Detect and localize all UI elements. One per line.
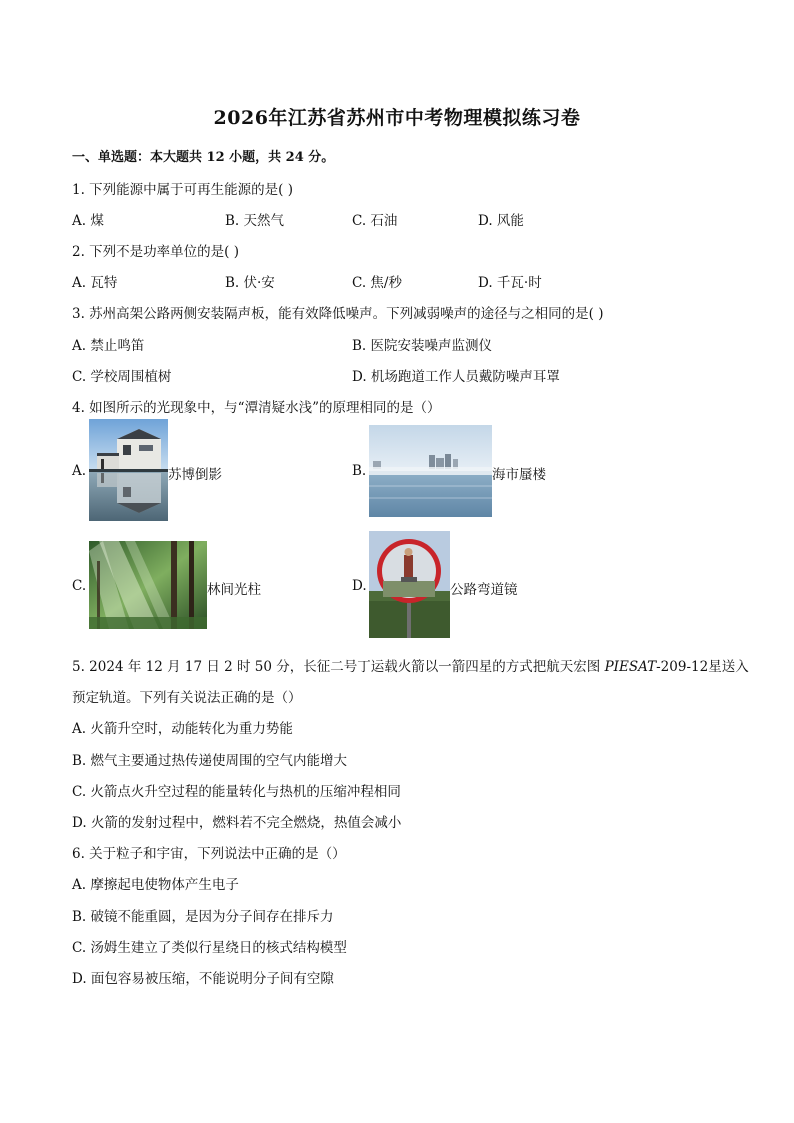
question-4-option-a-letter: A. <box>72 463 87 479</box>
question-4-option-b-label: 海市蜃楼 <box>492 467 546 483</box>
forest-light-beams-photo <box>89 541 207 629</box>
question-5-option-a: A. 火箭升空时，动能转化为重力势能 <box>72 721 293 737</box>
question-2-option-c: C. 焦/秒 <box>352 275 402 291</box>
road-convex-mirror-photo <box>369 531 450 638</box>
section-heading: 一、单选题：本大题共 12 小题，共 24 分。 <box>72 150 335 165</box>
question-5-stem-line-2: 预定轨道。下列有关说法正确的是（） <box>72 690 302 706</box>
question-4-option-b-letter: B. <box>352 463 367 479</box>
question-3-option-d: D. 机场跑道工作人员戴防噪声耳罩 <box>352 369 560 385</box>
question-3-option-b: B. 医院安装噪声监测仪 <box>352 338 493 354</box>
question-5-satellite-name: PIESAT <box>604 659 657 675</box>
question-4-option-c-label: 林间光柱 <box>207 582 261 598</box>
question-5-stem-part-a: 5. 2024 年 12 月 17 日 2 时 50 分，长征二号丁运载火箭以一箭四星的方式把航天宏图 <box>72 659 605 675</box>
question-1-option-a: A. 煤 <box>72 213 104 229</box>
suzhou-museum-reflection-photo <box>89 419 168 521</box>
question-3-option-a: A. 禁止鸣笛 <box>72 338 145 354</box>
question-4-option-d-letter: D. <box>352 578 367 594</box>
question-5-stem-part-b: -209-12星送入 <box>656 659 749 675</box>
question-1-stem: 1. 下列能源中属于可再生能源的是( ) <box>72 182 293 198</box>
question-5-option-d: D. 火箭的发射过程中，燃料若不完全燃烧，热值会减小 <box>72 815 402 831</box>
question-6-stem: 6. 关于粒子和宇宙，下列说法中正确的是（） <box>72 846 346 862</box>
question-5-option-c: C. 火箭点火升空过程的能量转化与热机的压缩冲程相同 <box>72 784 401 800</box>
question-3-stem: 3. 苏州高架公路两侧安装隔声板，能有效降低噪声。下列减弱噪声的途径与之相同的是( ) <box>72 306 604 322</box>
question-1-option-d: D. 风能 <box>478 213 524 229</box>
page-title: 2026年江苏省苏州市中考物理模拟练习卷 <box>213 107 581 129</box>
question-2-option-a: A. 瓦特 <box>72 275 118 291</box>
question-2-stem: 2. 下列不是功率单位的是( ) <box>72 244 239 260</box>
mirage-over-sea-photo <box>369 425 492 517</box>
question-3-option-c: C. 学校周围植树 <box>72 369 172 385</box>
question-6-option-c: C. 汤姆生建立了类似行星绕日的核式结构模型 <box>72 940 347 956</box>
question-6-option-d: D. 面包容易被压缩，不能说明分子间有空隙 <box>72 971 334 987</box>
question-4-option-c-letter: C. <box>72 578 87 594</box>
question-4-option-a-label: 苏博倒影 <box>168 467 222 483</box>
question-4-option-d-label: 公路弯道镜 <box>450 582 518 598</box>
question-2-option-d: D. 千瓦·时 <box>478 275 542 291</box>
question-6-option-a: A. 摩擦起电使物体产生电子 <box>72 877 239 893</box>
question-1-option-b: B. 天然气 <box>225 213 285 229</box>
question-2-option-b: B. 伏·安 <box>225 275 275 291</box>
question-4-stem: 4. 如图所示的光现象中，与“潭清疑水浅”的原理相同的是（） <box>72 400 441 416</box>
question-1-option-c: C. 石油 <box>352 213 398 229</box>
question-6-option-b: B. 破镜不能重圆，是因为分子间存在排斥力 <box>72 909 334 925</box>
question-5-stem-line-1 <box>72 655 749 675</box>
question-5-option-b: B. 燃气主要通过热传递使周围的空气内能增大 <box>72 753 348 769</box>
